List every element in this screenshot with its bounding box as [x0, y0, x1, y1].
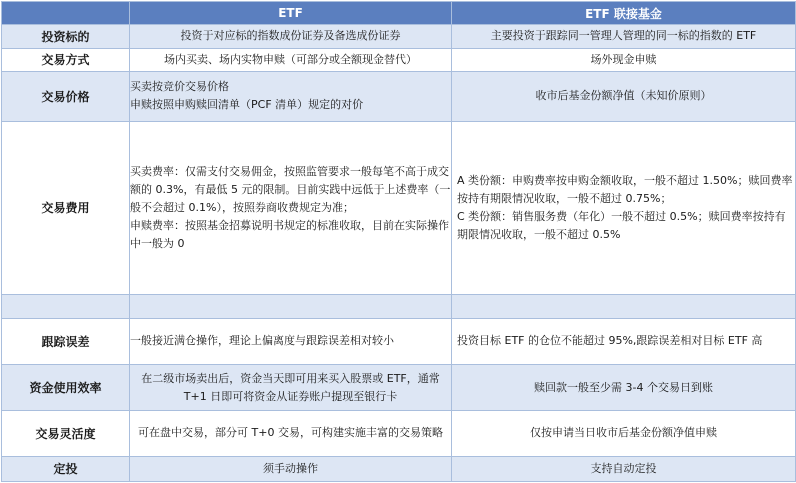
cell-line: 仅按申请当日收市后基金份额净值申赎: [530, 426, 717, 440]
etf-cell: [130, 121, 452, 295]
link-cell: [452, 318, 796, 365]
header-etf: ETF: [130, 2, 452, 25]
cell-line: 申赎费率：按照基金招募说明书规定的标准收取，目前在实际操作中一般为 0: [130, 218, 449, 250]
table-row: [2, 365, 796, 411]
link-cell: [452, 48, 796, 71]
cell-line: 场内买卖、场内实物申赎（可部分或全额现金替代）: [164, 52, 417, 66]
header-link-fund: ETF 联接基金: [452, 2, 796, 25]
cell-line: 投资目标 ETF 的仓位不能超过 95%,跟踪误差相对目标 ETF 高: [457, 334, 763, 348]
cell-line: 买卖费率：仅需支付交易佣金，按照监管要求一般每笔不高于成交额的 0.3%，有最低 5 元的限制。目前实践中远低于上述费率（一般不会超过 0.1%），按照券商收费规定为准；: [130, 164, 451, 214]
cell-line: A 类份额：申购费率按申购金额收取，一般不超过 1.50%；赎回费率按持有期限情况收取，一般不超过 0.75%；: [457, 173, 793, 205]
row-label: 交易方式: [2, 48, 130, 71]
cell-line: 须手动操作: [263, 461, 318, 475]
comparison-table: [1, 1, 796, 482]
etf-cell: [130, 25, 452, 48]
link-cell: [452, 295, 796, 318]
table-row: [2, 410, 796, 456]
etf-cell: [130, 71, 452, 121]
link-cell: [452, 365, 796, 411]
row-label: 投资标的: [2, 25, 130, 48]
row-label: 交易费用: [2, 121, 130, 295]
cell-line: 支持自动定投: [590, 461, 657, 475]
cell-line: 可在盘中交易，部分可 T+0 交易，可构建实施丰富的交易策略: [138, 426, 443, 440]
table-row: [2, 456, 796, 481]
row-label: 定投: [2, 456, 130, 481]
cell-line: 收市后基金份额净值（未知价原则）: [535, 89, 712, 103]
cell-line: 投资于对应标的指数成份证券及备选成份证券: [180, 29, 401, 43]
row-label: 交易价格: [2, 71, 130, 121]
cell-line: C 类份额：销售服务费（年化）一般不超过 0.5%；赎回费率按持有期限情况收取，一般不超过 0.5%: [457, 209, 786, 241]
link-cell: [452, 71, 796, 121]
cell-line: 买卖按竞价交易价格: [130, 80, 229, 94]
etf-cell: [130, 295, 452, 318]
table-row: [2, 121, 796, 295]
etf-cell: [130, 318, 452, 365]
table-row: [2, 25, 796, 48]
table-row-empty: [2, 295, 796, 318]
table-row: [2, 71, 796, 121]
cell-line: 场外现金申赎: [590, 52, 657, 66]
cell-line: 在二级市场卖出后，资金当天即可用来买入股票或 ETF，通常 T+1 日即可将资金从证券账户提现至银行卡: [141, 371, 440, 403]
row-label: 交易灵活度: [2, 410, 130, 456]
row-label: 资金使用效率: [2, 365, 130, 411]
header-row: [2, 2, 796, 25]
header-corner: [2, 2, 130, 25]
table-row: [2, 48, 796, 71]
table-row: [2, 318, 796, 365]
cell-line: 一般接近满仓操作，理论上偏离度与跟踪误差相对较小: [130, 334, 394, 348]
link-cell: [452, 121, 796, 295]
etf-cell: [130, 48, 452, 71]
link-cell: [452, 410, 796, 456]
cell-line: 主要投资于跟踪同一管理人管理的同一标的指数的 ETF: [490, 29, 757, 43]
etf-cell: [130, 456, 452, 481]
link-cell: [452, 456, 796, 481]
cell-line: 申赎按照申购赎回清单（PCF 清单）规定的对价: [130, 98, 364, 112]
row-label: [2, 295, 130, 318]
etf-cell: [130, 365, 452, 411]
etf-cell: [130, 410, 452, 456]
row-label: 跟踪误差: [2, 318, 130, 365]
cell-line: 赎回款一般至少需 3-4 个交易日到账: [534, 380, 713, 394]
link-cell: [452, 25, 796, 48]
